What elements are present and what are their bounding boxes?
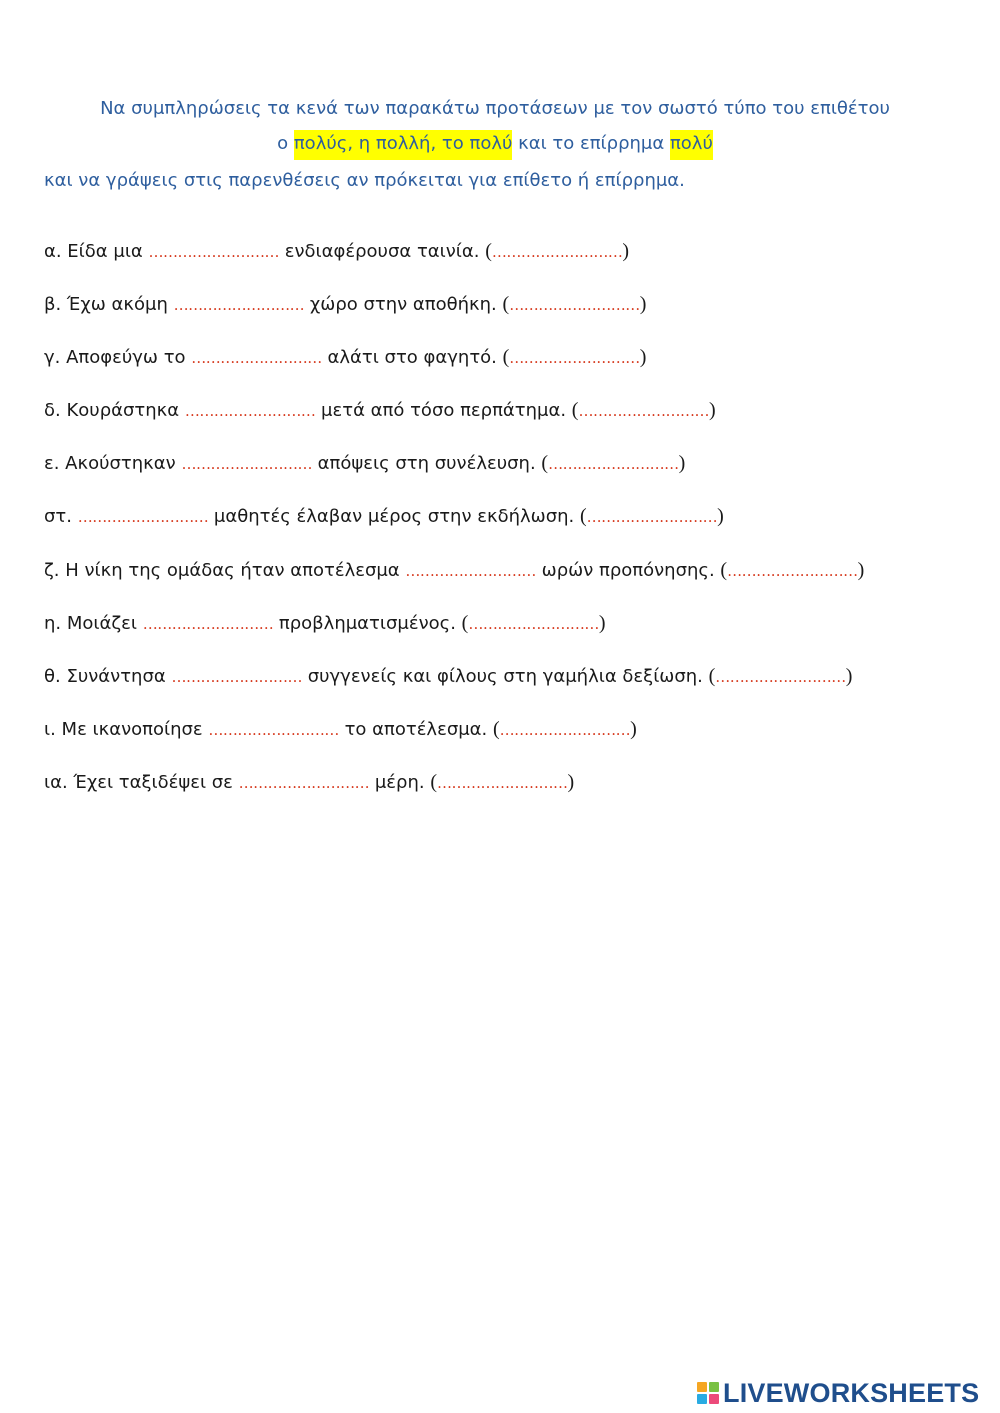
answer-blank[interactable]: ……………………… (142, 615, 274, 633)
exercise-text-after: το αποτέλεσμα. (338, 719, 493, 740)
type-blank[interactable]: (………………………) (708, 665, 853, 687)
exercise-item (44, 505, 724, 528)
exercise-text-after: χώρο στην αποθήκη. (304, 294, 503, 315)
exercise-item (44, 665, 852, 688)
type-blank[interactable]: (………………………) (430, 771, 575, 793)
exercise-item (44, 399, 716, 422)
exercise-text-before: ια. Έχει ταξιδέψει σε (44, 772, 239, 793)
exercise-text-after: ωρών προπόνησης. (535, 560, 721, 581)
exercise-item (44, 452, 685, 475)
type-blank[interactable]: (………………………) (492, 718, 637, 740)
instruction-prefix: ο (277, 133, 294, 154)
answer-blank[interactable]: ……………………… (171, 668, 302, 686)
liveworksheets-brand (697, 1378, 979, 1408)
exercise-item (44, 718, 637, 741)
instruction-line-3: και να γράψεις στις παρενθέσεις αν πρόκειται για επίθετο ή επίρρημα. (44, 170, 685, 191)
exercise-item (44, 612, 606, 635)
exercise-item (44, 293, 646, 316)
exercise-text-before: στ. (44, 506, 78, 527)
exercise-text-after: αλάτι στο φαγητό. (321, 347, 503, 368)
exercise-text-before: θ. Συνάντησα (44, 666, 172, 687)
exercise-text-before: ι. Με ικανοποίησε (44, 719, 209, 740)
exercise-item (44, 559, 864, 582)
type-blank[interactable]: (………………………) (485, 240, 630, 262)
exercise-text-after: συγγενείς και φίλους στη γαμήλια δεξίωση. (301, 666, 709, 687)
exercise-item (44, 771, 574, 794)
exercise-text-before: α. Είδα μια (44, 241, 149, 262)
answer-blank[interactable]: ……………………… (77, 508, 209, 526)
exercise-text-after: προβληματισμένος. (273, 613, 462, 634)
answer-blank[interactable]: ……………………… (405, 562, 536, 580)
liveworksheets-logo-icon (697, 1382, 719, 1404)
exercise-text-after: ενδιαφέρουσα ταινία. (279, 241, 486, 262)
type-blank[interactable]: (………………………) (502, 293, 647, 315)
exercise-text-before: ε. Ακούστηκαν (44, 453, 182, 474)
exercise-text-before: γ. Αποφεύγω το (44, 347, 192, 368)
exercise-item (44, 346, 646, 369)
highlight-adjective-forms: πολύς, η πολλή, το πολύ (294, 130, 513, 160)
highlight-adverb: πολύ (670, 130, 713, 160)
exercise-text-after: μετά από τόσο περπάτημα. (315, 400, 572, 421)
instruction-line-2 (0, 133, 990, 154)
answer-blank[interactable]: ……………………… (238, 774, 370, 792)
type-blank[interactable]: (………………………) (541, 452, 686, 474)
exercise-text-after: μαθητές έλαβαν μέρος στην εκδήλωση. (208, 506, 580, 527)
type-blank[interactable]: (………………………) (461, 612, 606, 634)
exercise-item (44, 240, 629, 263)
answer-blank[interactable]: ……………………… (184, 402, 316, 420)
answer-blank[interactable]: ……………………… (208, 721, 339, 739)
instruction-middle: και το επίρρημα (512, 133, 670, 154)
type-blank[interactable]: (………………………) (502, 346, 647, 368)
brand-name: LIVEWORKSHEETS (723, 1377, 980, 1408)
exercise-text-before: η. Μοιάζει (44, 613, 143, 634)
type-blank[interactable]: (………………………) (720, 559, 865, 581)
type-blank[interactable]: (………………………) (579, 505, 724, 527)
exercise-text-before: β. Έχω ακόμη (44, 294, 174, 315)
answer-blank[interactable]: ……………………… (191, 349, 322, 367)
exercise-text-before: δ. Κουράστηκα (44, 400, 185, 421)
type-blank[interactable]: (………………………) (571, 399, 716, 421)
exercise-text-after: μέρη. (369, 772, 431, 793)
instruction-line-1: Να συμπληρώσεις τα κενά των παρακάτω προτάσεων με τον σωστό τύπο του επιθέτου (100, 98, 890, 119)
exercise-text-before: ζ. Η νίκη της ομάδας ήταν αποτέλεσμα (44, 560, 406, 581)
exercise-text-after: απόψεις στη συνέλευση. (311, 453, 542, 474)
answer-blank[interactable]: ……………………… (173, 296, 305, 314)
answer-blank[interactable]: ……………………… (181, 455, 312, 473)
answer-blank[interactable]: ……………………… (148, 243, 280, 261)
